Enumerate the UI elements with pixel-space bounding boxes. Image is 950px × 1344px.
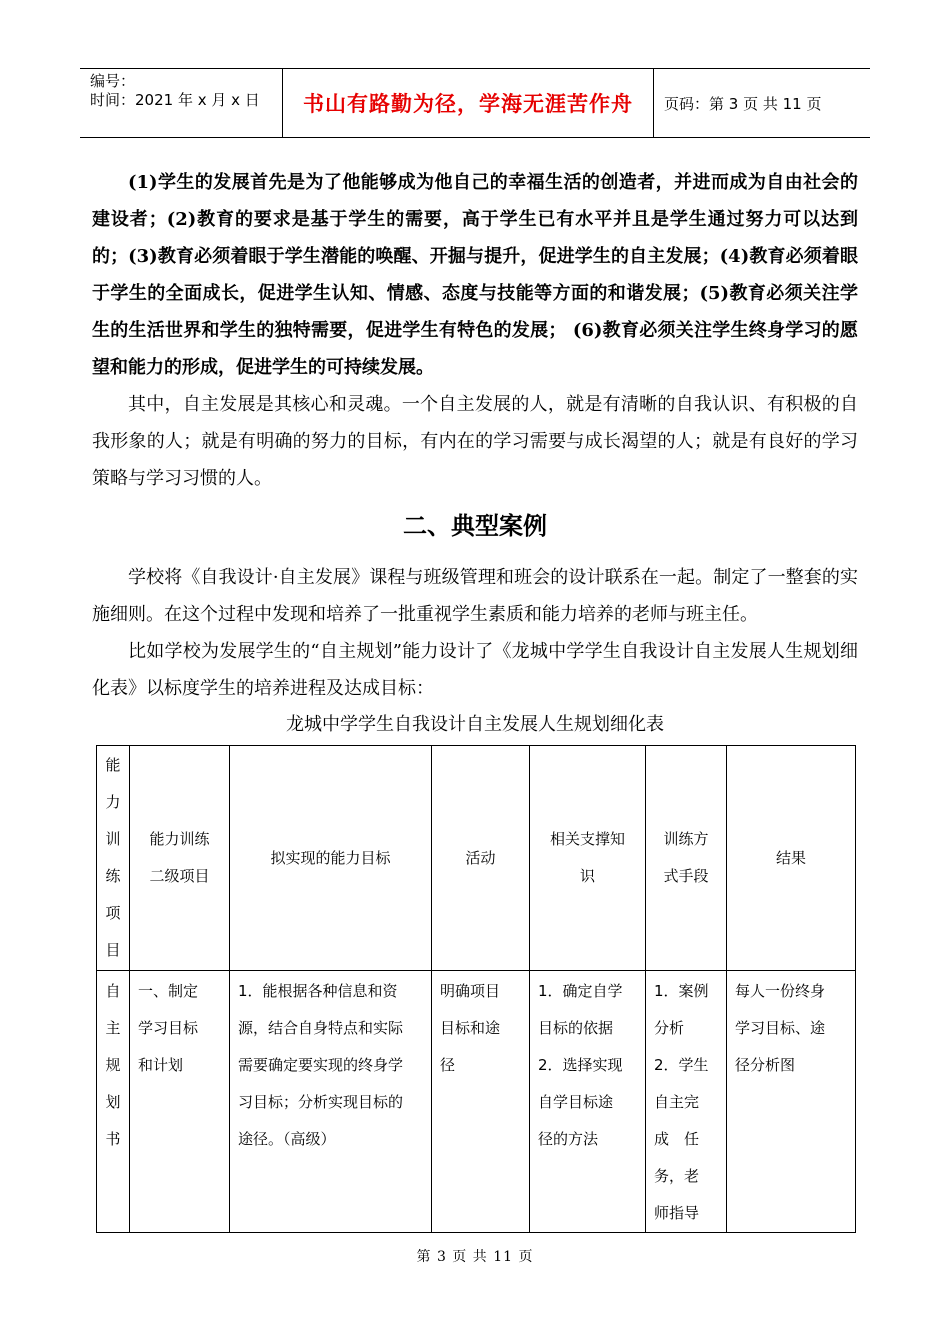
cell-line: 2．选择实现 [538,1056,623,1074]
cell-line: 一、制定 [138,982,199,1000]
cell-activity [432,971,530,1233]
cell-line: 径 [440,1056,456,1074]
header-char: 能 [105,756,121,774]
cell-line: 成 任 [654,1130,700,1148]
cell-training-item [97,971,130,1233]
cell-knowledge [530,971,646,1233]
paragraph-school: 学校将《自我设计·自主发展》课程与班级管理和班会的设计联系在一起。制定了一整套的实施细则。在这个过程中发现和培养了一批重视学生素质和能力培养的老师与班主任。 [92,567,858,625]
cell-char: 自 [105,982,121,1000]
cell-line: 习目标；分析实现目标的 [238,1093,404,1111]
cell-line: 源，结合自身特点和实际 [238,1019,404,1037]
cell-line: 明确项目 [440,982,501,1000]
cell-line: 径的方法 [538,1130,599,1148]
cell-sub-item [130,971,230,1233]
paragraph-core: 其中，自主发展是其核心和灵魂。一个自主发展的人，就是有清晰的自我认识、有积极的自我形象的人；就是有明确的努力的目标，有内在的学习需要与成长渴望的人；就是有良好的学习策略与学习习惯的人。 [92,394,858,489]
header-char: 项 [105,904,121,922]
cell-line: 目标的依据 [538,1019,614,1037]
page-indicator: 页码：第 3 页 共 11 页 [664,94,822,113]
header-cell-training-item [97,746,130,971]
page-footer: 第 3 页 共 11 页 [416,1249,534,1265]
cell-line: 1．案例 [654,982,709,1000]
header-cell-activity: 活动 [432,746,530,971]
table-caption: 龙城中学学生自我设计自主发展人生规划细化表 [286,714,664,735]
header-char: 目 [105,941,121,959]
header-char: 练 [105,867,121,885]
cell-line: 师指导 [654,1204,700,1222]
time-label: 时间：2021 年 x 月 x 日 [90,91,260,109]
header-cell-sub-item [130,746,230,971]
cell-line: 学习目标、途 [735,1019,826,1037]
cell-line: 目标和途 [440,1019,501,1037]
cell-line: 自学目标途 [538,1093,614,1111]
cell-line: 径分析图 [735,1056,796,1074]
cell-line: 学习目标 [138,1019,199,1037]
header-cell-goal: 拟实现的能力目标 [230,746,432,971]
cell-line: 需要确定要实现的终身学 [238,1056,404,1074]
table-header-row [97,746,856,971]
header-line: 能力训练 [149,830,210,848]
cell-line: 1．确定自学 [538,982,623,1000]
section-heading: 二、典型案例 [403,511,547,540]
header-cell-knowledge [530,746,646,971]
cell-line: 自主完 [654,1093,700,1111]
cell-char: 划 [105,1093,121,1111]
header-motto: 书山有路勤为径，学海无涯苦作舟 [282,69,654,137]
table-row [97,971,856,1233]
header-char: 训 [105,830,121,848]
cell-line: 途径。（高级） [238,1130,336,1148]
paragraph-principles: (1)学生的发展首先是为了他能够成为他自己的幸福生活的创造者，并进而成为自由社会的建设者；(2)教育的要求是基于学生的需要，高于学生已有水平并且是学生通过努力可以达到的；(3)教育必须着眼于学生潜能的唤醒、开掘与提升，促进学生的自主发展；(4)教育必须着眼于学生的全面成长，促进学生认知、情感、态度与技能等方面的和谐发展；(5)教育必须关注学生的生活世界和学生的独特需要，促进学生有特色的发展； (6)教育必须关注学生终身学习的愿望和能力的形成，促进学生的可持续发展。 [92,172,858,378]
page-header [80,68,870,138]
cell-line: 1．能根据各种信息和资 [238,982,398,1000]
header-meta [80,69,292,137]
cell-char: 书 [105,1130,121,1148]
header-line: 相关支撑知 [549,830,625,848]
cell-char: 规 [105,1056,121,1074]
planning-table [96,745,856,1233]
cell-result [727,971,856,1233]
header-cell-result: 结果 [727,746,856,971]
header-line: 识 [579,867,595,885]
header-cell-method [646,746,727,971]
cell-method [646,971,727,1233]
header-line: 训练方 [663,830,709,848]
serial-label: 编号： [90,72,136,90]
paragraph-example: 比如学校为发展学生的“自主规划”能力设计了《龙城中学学生自我设计自主发展人生规划细化表》以标度学生的培养进程及达成目标： [92,641,858,699]
cell-line: 和计划 [138,1056,184,1074]
cell-goal [230,971,432,1233]
cell-line: 务，老 [654,1167,700,1185]
header-page-number [664,69,870,137]
cell-line: 2．学生 [654,1056,709,1074]
cell-line: 每人一份终身 [735,982,826,1000]
cell-line: 分析 [654,1019,685,1037]
header-line: 式手段 [663,867,709,885]
header-char: 力 [105,793,121,811]
cell-char: 主 [105,1019,121,1037]
header-line: 二级项目 [149,867,210,885]
